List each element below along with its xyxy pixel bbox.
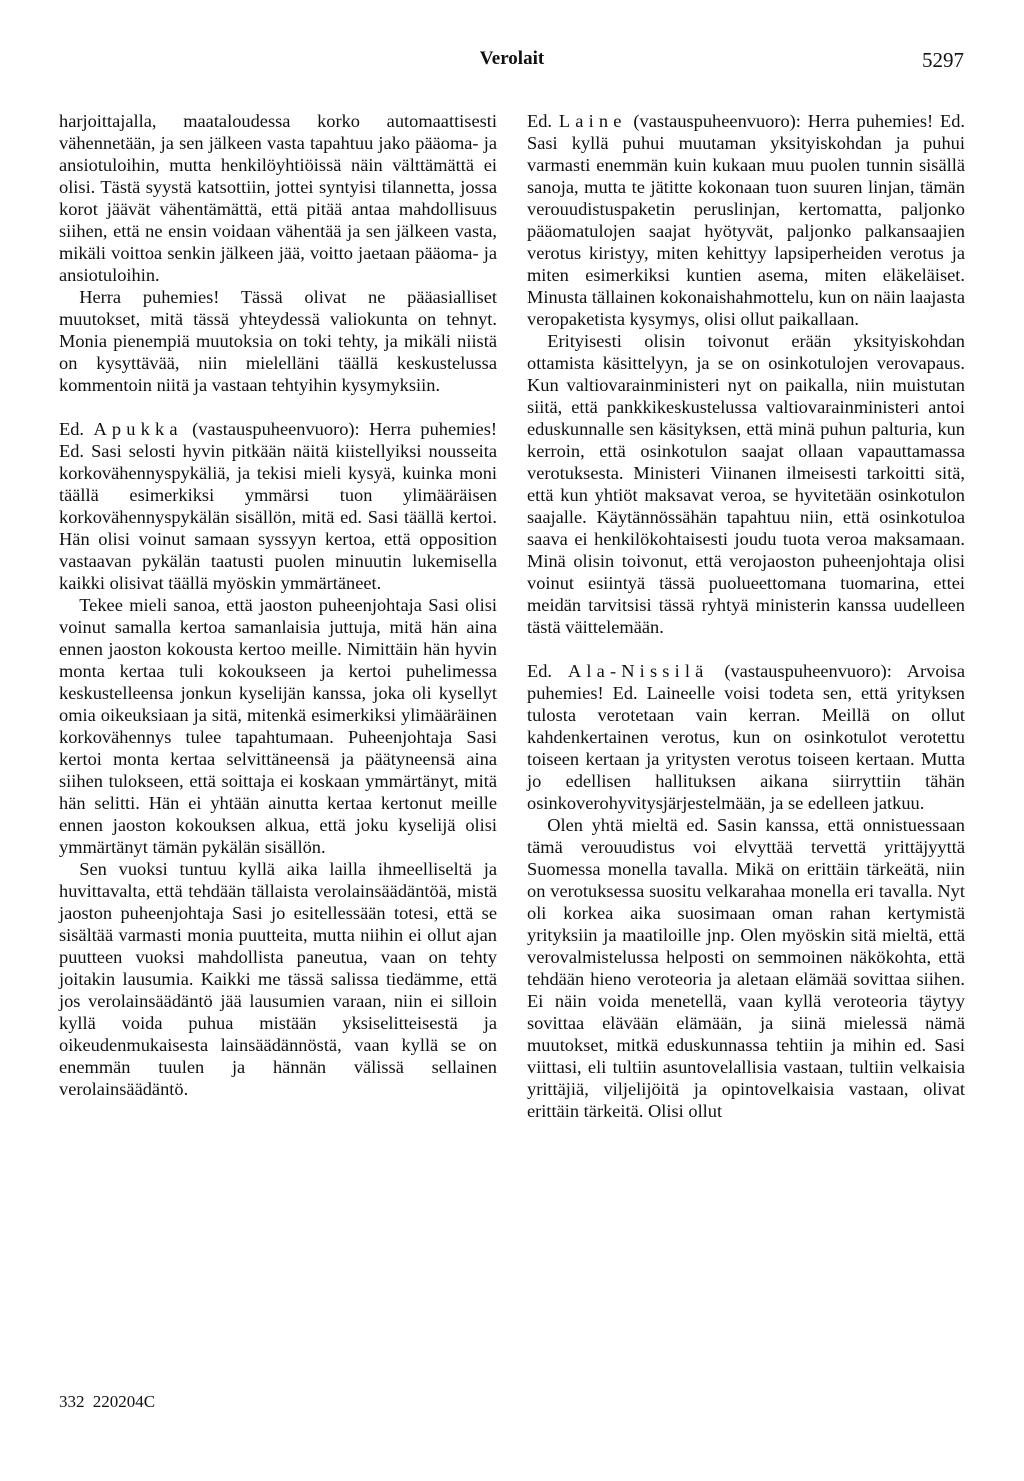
right-column — [527, 110, 965, 1122]
print-footer: 332 220204C — [59, 1392, 156, 1411]
paragraph: Erityisesti olisin toivonut erään yksityiskohdan ottamista käsittelyyn, ja se on osinkotulojen verovapaus. Kun valtiovarainministeri nyt on paikalla, niin muistutan siitä, että pankkikeskustelussa valtiovarainministeri antoi eduskunnalle sen käsityksen, että minä puhun palturia, kun kerroin, että osinkotulon saajat ollaan vapauttamassa verotuksesta. Ministeri Viinanen ilmeisesti tarkoitti sitä, että kun yhtiöt maksavat veroa, se hyvitetään osinkotulon saajalle. Käytännössähän tapahtuu niin, että osinkotuloa saava ei henkilökohtaisesti joudu tuota veroa maksamaan. Minä olisin toivonut, että verojaoston puheenjohtaja olisi voinut esiintyä tässä puolueettomana tuomarina, ettei meidän tarvitsisi tässä ryhtyä ministerin kanssa uudelleen tästä väittelemään. — [527, 331, 965, 637]
speech-apukka — [59, 418, 497, 594]
speaker-name: Ala-Nissilä — [567, 661, 709, 681]
running-title: Verolait — [479, 48, 545, 69]
speaker-prefix: Ed. — [527, 661, 553, 681]
left-column — [59, 110, 497, 1100]
speech-text: (vastauspuheenvuoro): Herra puhemies! Ed. Sasi kyllä puhui muutaman yksityiskohdan ja puhui varmasti enemmän kuin kukaan muu puolen tunnin sisällä sanoja, mutta te jätitte kokonaan tuon suuren linjan, tämän verouudistuspaketin peruslinjan, kertomatta, paljonko pääomatulojen saajat hyötyvät, paljonko palkansaajien verotus kiristyy, miten kehittyy lapsiperheiden verotus ja miten esimerkiksi kuntien asema, miten eläkeläiset. Minusta tällainen kokonaishahmottelu, kun on näin laajasta veropaketista kysymys, olisi ollut paikallaan. — [527, 111, 965, 329]
paragraph: Sen vuoksi tuntuu kyllä aika lailla ihmeelliseltä ja huvittavalta, että tehdään tällaista verolainsäädäntöä, mistä jaoston puheenjohtaja Sasi jo esitellessään totesi, että se sisältää varmasti monia puutteita, mutta niihin ei ollut ajan puutteen vuoksi mahdollista paneutua, vaan on tehty joitakin lausumia. Kaikki me tässä salissa tiedämme, että jos verolainsäädäntö jää lausumien varaan, niin ei silloin kyllä voida puhua mistään yksiselitteisestä ja oikeudenmukaisesta lainsäädännöstä, vaan kyllä se on enemmän tuulen ja hännän välissä sellainen verolainsäädäntö. — [59, 859, 497, 1099]
speech-ala-nissila — [527, 660, 965, 814]
speaker-name: Laine — [558, 111, 627, 131]
paragraph: harjoittajalla, maataloudessa korko automaattisesti vähennetään, ja sen jälkeen vasta tapahtuu jako pääoma- ja ansiotuloihin, mutta henkilöyhtiöissä näin välttämättä ei olisi. Tästä syystä katsottiin, jottei syntyisi tilannetta, jossa korot jäävät vähentämättä, että pitää antaa mahdollisuus siihen, että ne ensin voidaan vähentää ja sen jälkeen vasta, mikäli voittoa senkin jälkeen jää, voitto jaetaan pääoma- ja ansiotuloihin. — [59, 111, 497, 285]
paragraph: Herra puhemies! Tässä olivat ne pääasialliset muutokset, mitä tässä yhteydessä valiokunta on tehnyt. Monia pienempiä muutoksia on toki tehty, ja mikäli niistä on kysyttävää, niin mielelläni täällä keskustelussa kommentoin niitä ja vastaan tehtyihin kysymyksiin. — [59, 287, 497, 395]
speaker-name: Apukka — [93, 419, 183, 439]
paragraph: Tekee mieli sanoa, että jaoston puheenjohtaja Sasi olisi voinut samalla kertoa samanlaisia juttuja, mitä hän aina ennen jaoston kokousta kertoo meille. Nimittäin hän hyvin monta kertaa tuli kokoukseen ja kertoi puhelimessa keskustelleensa jonkun kyselijän kanssa, joka oli kysellyt omia oikeuksiaan ja sitä, mitenkä esimerkiksi ylimääräinen korkovähennys tulee tapahtumaan. Puheenjohtaja Sasi kertoi monta kertaa selvittäneensä ja päätyneensä aina siihen tulokseen, että soittaja ei koskaan ymmärtänyt, mitä hän selitti. Hän ei yhtään ainutta kertaa kertonut meille ennen jaoston kokouksen alkua, että joku kyselijä olisi ymmärtänyt tämän pykälän sisällön. — [59, 595, 497, 857]
page-number: 5297 — [922, 48, 964, 72]
speech-laine — [527, 110, 965, 330]
speaker-prefix: Ed. — [527, 111, 553, 131]
speech-text: (vastauspuheenvuoro): Arvoisa puhemies! Ed. Laineelle voisi todeta sen, että yrityksen tulosta verotetaan vain kerran. Meillä on ollut kahdenkertainen verotus, kun on osinkotulot verotettu toiseen kertaan ja yritysten verotus toiseen kertaan. Mutta jo edellisen hallituksen aikana siirryttiin tähän osinkoverohyvitysjärjestelmään, ja se edelleen jatkuu. — [527, 661, 965, 813]
page-header — [0, 48, 1024, 78]
paragraph: Olen yhtä mieltä ed. Sasin kanssa, että onnistuessaan tämä verouudistus voi elvyttää tervettä yrittäjyyttä Suomessa monella tavalla. Mikä on erittäin tärkeätä, niin on verotuksessa suositu velkarahaa monella eri tavalla. Nyt oli korkea aika suosimaan oman rahan kertymistä yrityksiin ja maatiloille jnp. Olen myöskin sitä mieltä, että verovalmistelussa helposti on semmoinen näkökohta, että tehdään hieno veroteoria ja aletaan elämää sovittaa siihen. Ei näin voida menetellä, vaan kyllä veroteoria täytyy sovittaa elävään elämään, ja siinä mielessä nämä muutokset, mitkä eduskunnassa tehtiin ja mihin ed. Sasi viittasi, eli tultiin asuntovelallisia vastaan, tultiin velkaisia yrittäjiä, viljelijöitä ja opintovelkaisia vastaan, olivat erittäin tärkeitä. Olisi ollut — [527, 815, 965, 1121]
speaker-prefix: Ed. — [59, 419, 85, 439]
speech-text: (vastauspuheenvuoro): Herra puhemies! Ed. Sasi selosti hyvin pitkään näitä kiistellyiksi nousseita korkovähennyspykäliä, ja tekisi mieli kysyä, kuinka moni täällä esimerkiksi ymmärsi tuon ylimääräisen korkovähennyspykälän sisällön, mitä ed. Sasi täällä kertoi. Hän olisi voinut samaan syssyyn kertoa, että opposition vastaavan pykälän taatusti puolen minuutin lukemisella kaikki olisivat täällä myöskin ymmärtäneet. — [59, 419, 497, 593]
